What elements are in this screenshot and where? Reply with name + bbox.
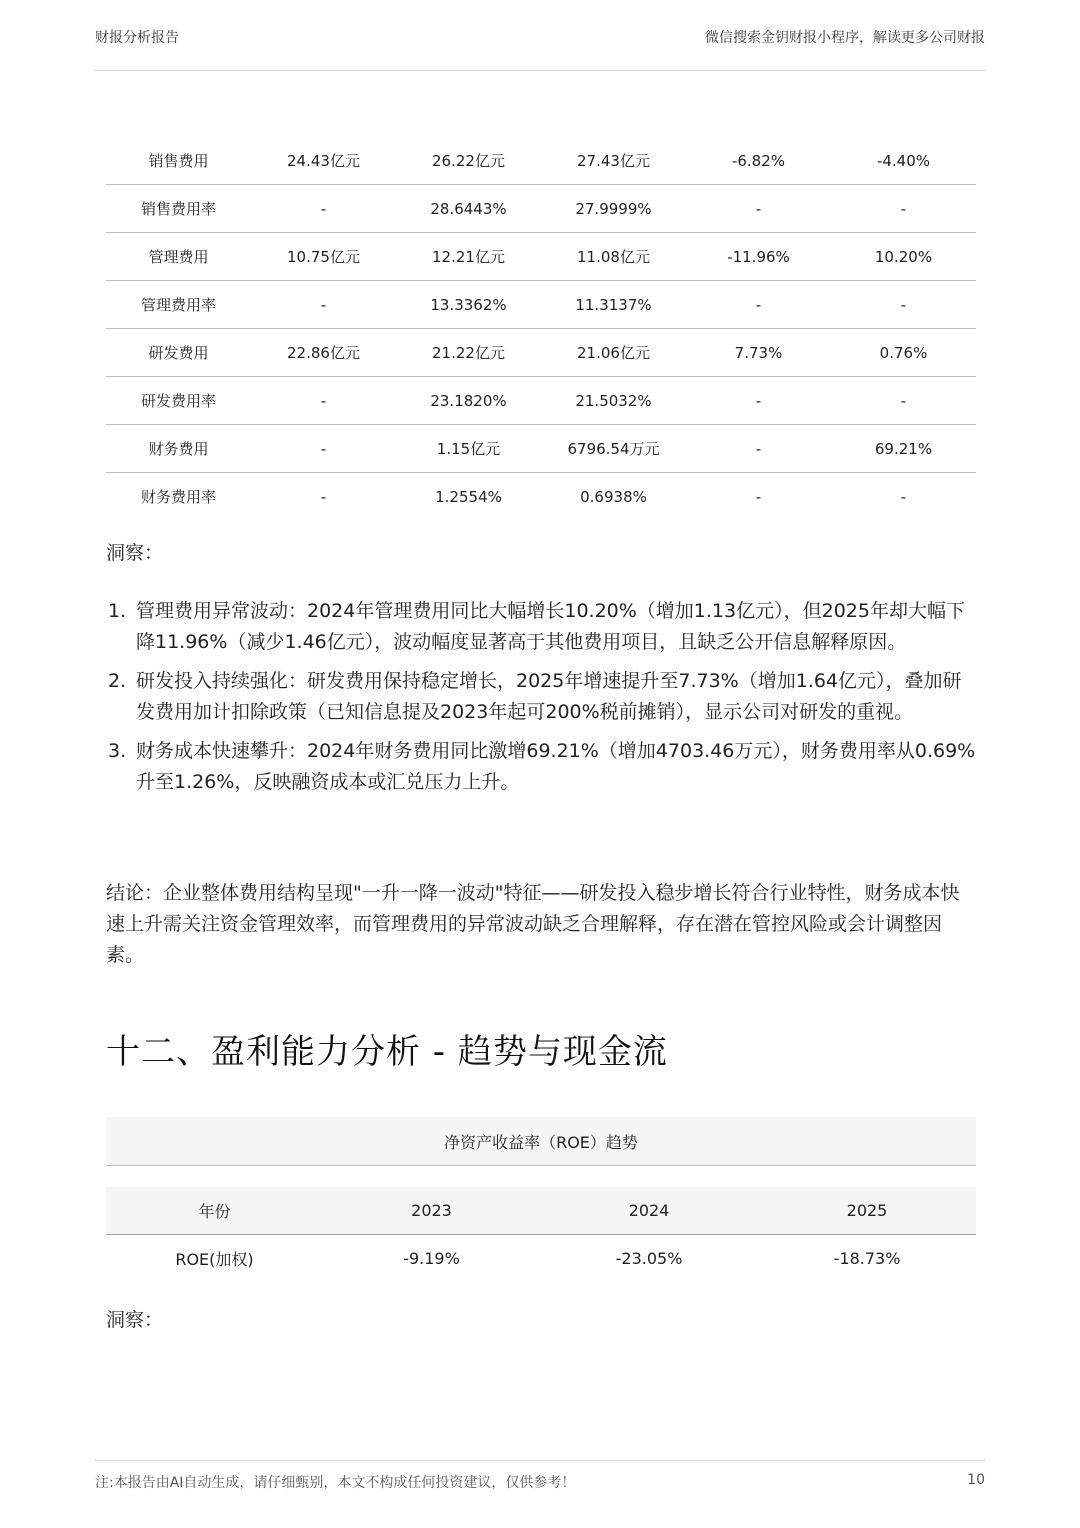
table-cell: 11.08亿元 [541, 233, 686, 281]
roe-data-row [106, 1235, 976, 1283]
row-label-cell: 财务费用率 [140, 488, 216, 506]
table-row [106, 425, 976, 473]
table-row [106, 281, 976, 329]
table-cell: 21.06亿元 [541, 329, 686, 377]
table-cell: 21.22亿元 [396, 329, 541, 377]
table-cell: - [831, 281, 976, 329]
roe-header-cell: 2024 [540, 1187, 758, 1235]
table-cell: - [251, 425, 396, 473]
page-header [95, 28, 985, 71]
insight-number: 3. [108, 740, 127, 762]
table-row [106, 377, 976, 425]
table-cell: 26.22亿元 [396, 137, 541, 185]
table-cell: 0.6938% [580, 487, 647, 506]
row-label-cell: 财务费用 [106, 425, 251, 473]
table-cell: - [831, 185, 976, 233]
roe-cell: -23.05% [615, 1249, 683, 1268]
roe-cell: -9.19% [403, 1249, 460, 1268]
row-label-cell: 销售费用 [106, 137, 251, 185]
table-cell: - [251, 281, 396, 329]
table-cell: 11.3137% [541, 281, 686, 329]
table-cell: 27.43亿元 [541, 137, 686, 185]
table-cell: - [686, 377, 831, 425]
table-cell: 13.3362% [396, 281, 541, 329]
insights-list [106, 596, 976, 806]
table-cell: - [686, 425, 831, 473]
page-number: 10 [967, 1472, 985, 1488]
table-cell: 10.75亿元 [251, 233, 396, 281]
table-cell: -4.40% [831, 137, 976, 185]
roe-table-caption: 净资产收益率（ROE）趋势 [106, 1117, 976, 1166]
table-cell: 0.76% [831, 329, 976, 377]
expense-table [106, 137, 976, 520]
roe-cell: ROE(加权) [175, 1250, 254, 1269]
section-title: 十二、盈利能力分析 - 趋势与现金流 [106, 1032, 668, 1072]
insight-number: 1. [108, 600, 127, 622]
table-cell: -11.96% [686, 233, 831, 281]
table-cell: - [251, 377, 396, 425]
table-cell: 22.86亿元 [251, 329, 396, 377]
roe-header-cell: 2023 [323, 1187, 540, 1235]
insight-item [106, 596, 976, 658]
table-cell: - [686, 185, 831, 233]
table-cell: 28.6443% [396, 185, 541, 233]
report-title: 财报分析报告 [95, 30, 179, 46]
table-cell: 23.1820% [396, 377, 541, 425]
table-cell: 12.21亿元 [396, 233, 541, 281]
table-cell: - [831, 377, 976, 425]
insight-text: 财务成本快速攀升：2024年财务费用同比激增69.21%（增加4703.46万元），财务费用率从0.69%升至1.26%，反映融资成本或汇兑压力上升。 [136, 740, 976, 793]
insight-item [106, 736, 976, 798]
insight-text: 研发投入持续强化：研发费用保持稳定增长，2025年增速提升至7.73%（增加1.64亿元），叠加研发费用加计扣除政策（已知信息提及2023年起可200%税前摊销），显示公司对研发的重视。 [136, 670, 962, 723]
table-row [106, 137, 976, 185]
page-footer [95, 1460, 985, 1492]
table-cell: - [251, 185, 396, 233]
header-promo-text: 微信搜索金钥财报小程序，解读更多公司财报 [705, 30, 985, 46]
table-cell: 1.15亿元 [396, 425, 541, 473]
conclusion-paragraph: 结论：企业整体费用结构呈现"一升一降一波动"特征——研发投入稳步增长符合行业特性，财务成本快速上升需关注资金管理效率，而管理费用的异常波动缺乏合理解释，存在潜在管控风险或会计调整因素。 [106, 882, 960, 966]
row-label-cell: 管理费用率 [106, 281, 251, 329]
roe-header-cell: 年份 [106, 1187, 323, 1235]
roe-header-cell: 2025 [758, 1187, 976, 1235]
table-cell: 21.5032% [541, 377, 686, 425]
disclaimer-note: 注:本报告由AI自动生成，请仔细甄别，本文不构成任何投资建议，仅供参考！ [95, 1475, 576, 1491]
table-cell: 24.43亿元 [251, 137, 396, 185]
table-cell: 6796.54万元 [541, 425, 686, 473]
roe-table [106, 1187, 976, 1282]
row-label-cell: 管理费用 [106, 233, 251, 281]
table-cell: - [900, 487, 907, 506]
insight-item [106, 666, 976, 728]
table-cell: - [686, 281, 831, 329]
row-label-cell: 销售费用率 [106, 185, 251, 233]
roe-cell: -18.73% [833, 1249, 901, 1268]
table-row [106, 233, 976, 281]
table-row [106, 473, 976, 521]
table-cell: - [755, 487, 762, 506]
table-cell: 10.20% [831, 233, 976, 281]
table-cell: -6.82% [686, 137, 831, 185]
row-label-cell: 研发费用率 [106, 377, 251, 425]
insights-label: 洞察： [106, 542, 164, 564]
insight-number: 2. [108, 670, 127, 692]
table-cell: 69.21% [831, 425, 976, 473]
table-cell: 27.9999% [541, 185, 686, 233]
table-cell: 7.73% [686, 329, 831, 377]
insight-text: 管理费用异常波动：2024年管理费用同比大幅增长10.20%（增加1.13亿元），但2025年却大幅下降11.96%（减少1.46亿元），波动幅度显著高于其他费用项目，且缺乏公开信息解释原因。 [136, 600, 965, 653]
insights-label-2: 洞察： [106, 1309, 164, 1331]
table-cell: 1.2554% [435, 487, 502, 506]
table-cell: - [320, 487, 327, 506]
row-label-cell: 研发费用 [106, 329, 251, 377]
table-row [106, 185, 976, 233]
table-row [106, 329, 976, 377]
roe-header-row [106, 1187, 976, 1235]
